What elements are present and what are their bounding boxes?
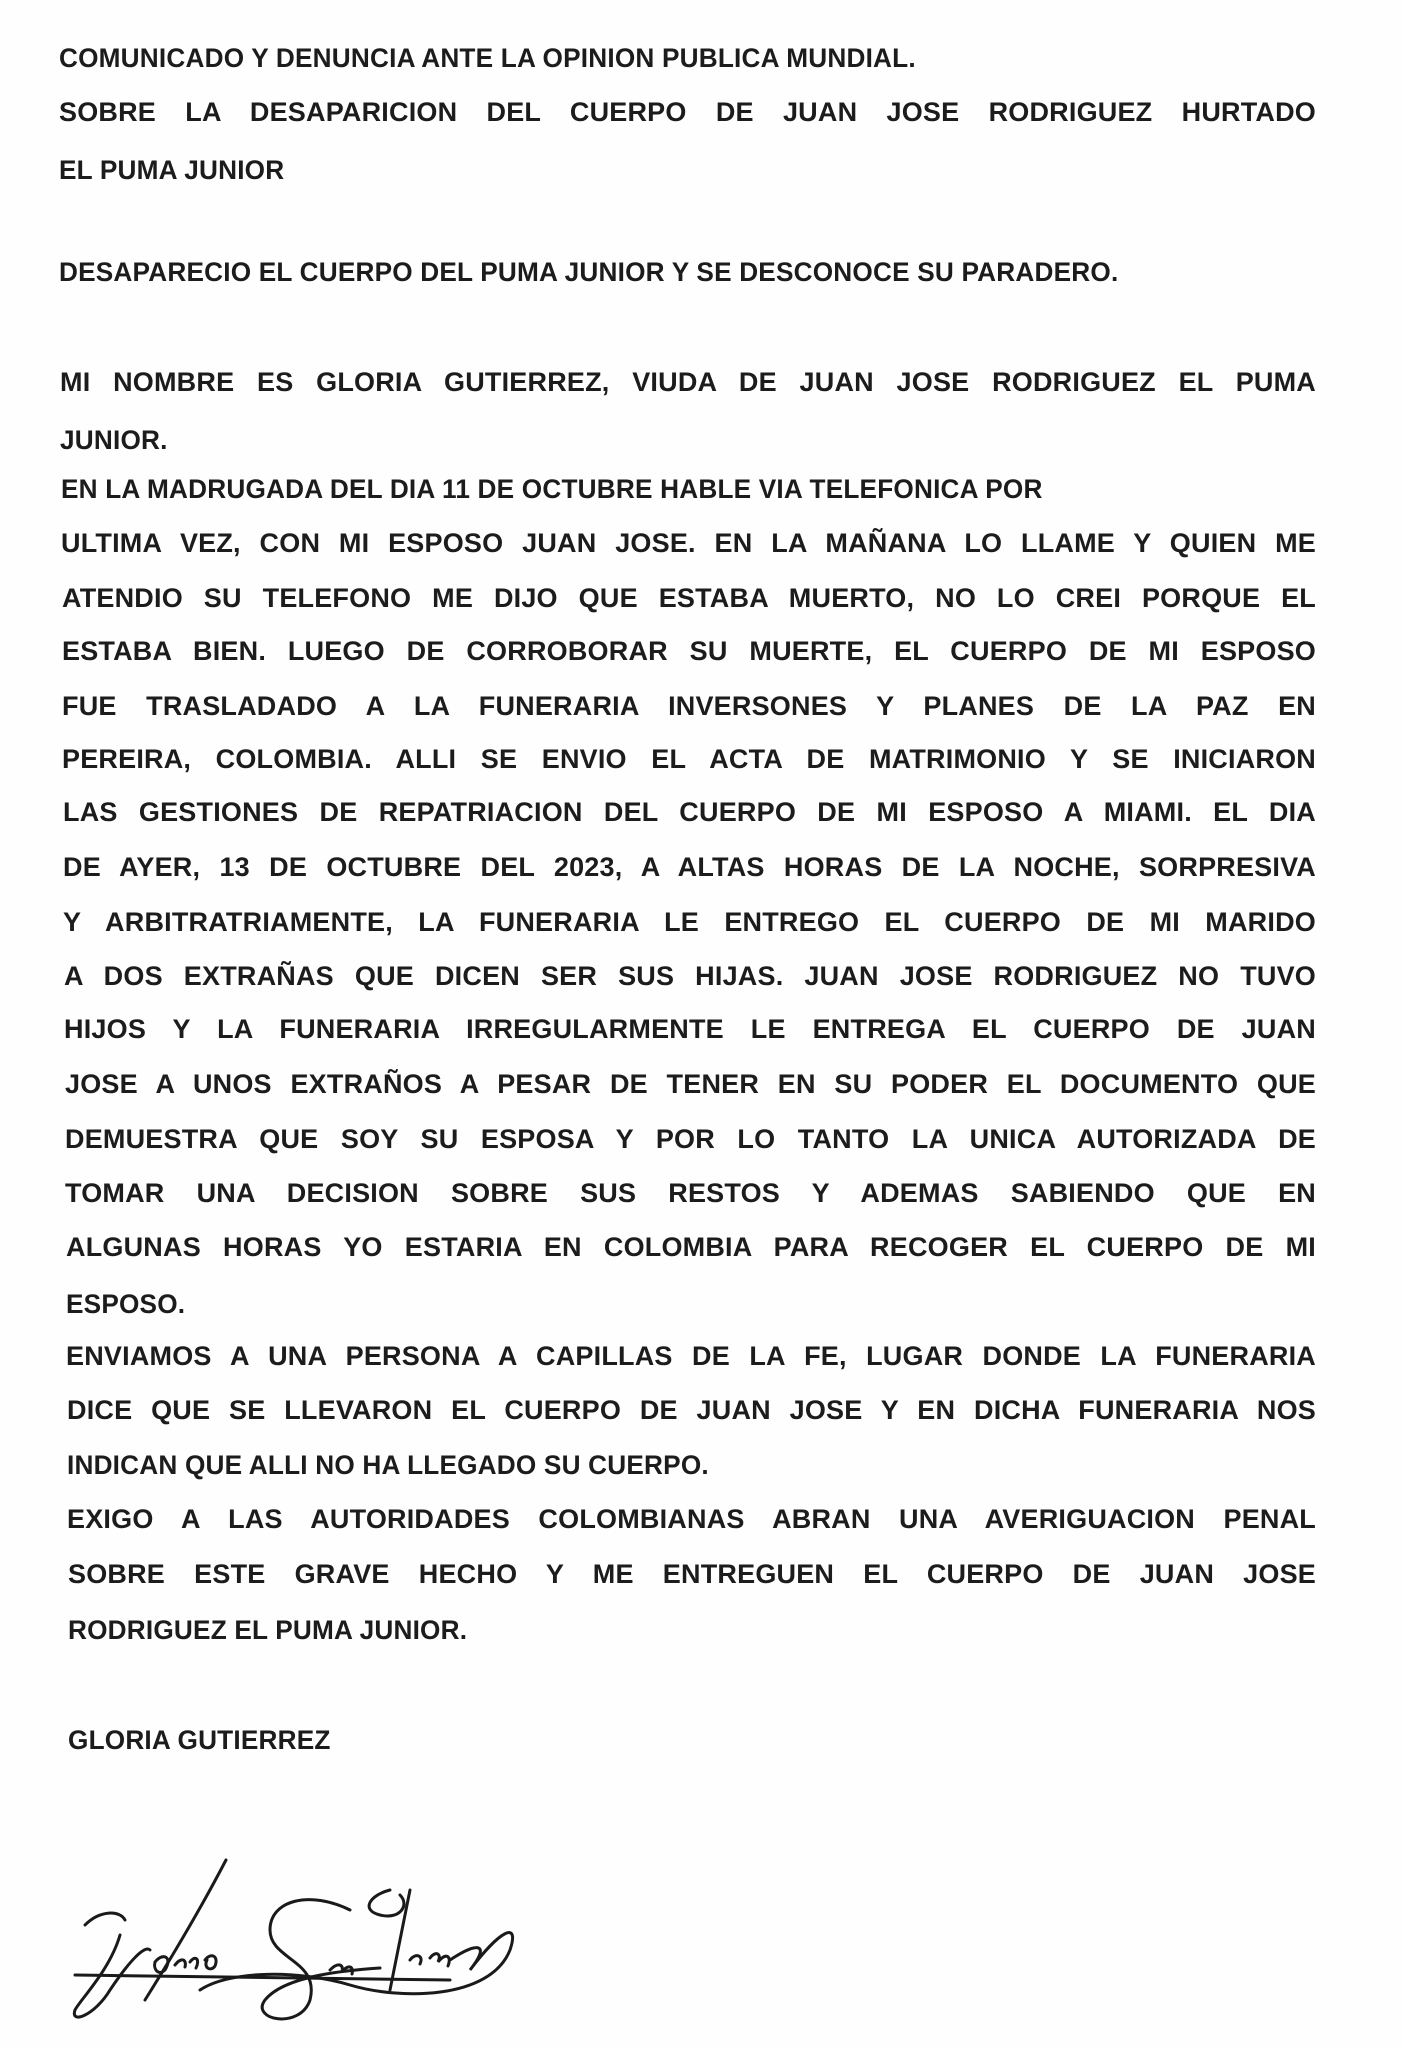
text-line: JOSE A UNOS EXTRAÑOS A PESAR DE TENER EN SU PODER EL DOCUMENTO QUE [65, 1069, 1316, 1099]
text-line: RODRIGUEZ EL PUMA JUNIOR. [68, 1615, 468, 1645]
handwritten-signature [50, 1850, 650, 2030]
text-line: SOBRE ESTE GRAVE HECHO Y ME ENTREGUEN EL CUERPO DE JUAN JOSE [68, 1559, 1316, 1589]
text-line: DE AYER, 13 DE OCTUBRE DEL 2023, A ALTAS HORAS DE LA NOCHE, SORPRESIVA [63, 852, 1316, 882]
text-line: A DOS EXTRAÑAS QUE DICEN SER SUS HIJAS. JUAN JOSE RODRIGUEZ NO TUVO [64, 961, 1316, 991]
text-line: HIJOS Y LA FUNERARIA IRREGULARMENTE LE ENTREGA EL CUERPO DE JUAN [64, 1014, 1316, 1044]
text-line: MI NOMBRE ES GLORIA GUTIERREZ, VIUDA DE JUAN JOSE RODRIGUEZ EL PUMA [60, 367, 1316, 397]
text-line: EXIGO A LAS AUTORIDADES COLOMBIANAS ABRAN UNA AVERIGUACION PENAL [67, 1504, 1316, 1534]
text-line: EN LA MADRUGADA DEL DIA 11 DE OCTUBRE HABLE VIA TELEFONICA POR [61, 474, 1043, 504]
text-line: TOMAR UNA DECISION SOBRE SUS RESTOS Y ADEMAS SABIENDO QUE EN [65, 1178, 1316, 1208]
signer-name: GLORIA GUTIERREZ [68, 1725, 331, 1755]
text-line: ALGUNAS HORAS YO ESTARIA EN COLOMBIA PARA RECOGER EL CUERPO DE MI [66, 1232, 1316, 1262]
text-line: ESPOSO. [66, 1289, 186, 1319]
text-line: Y ARBITRATRIAMENTE, LA FUNERARIA LE ENTREGO EL CUERPO DE MI MARIDO [63, 907, 1316, 937]
text-line: PEREIRA, COLOMBIA. ALLI SE ENVIO EL ACTA DE MATRIMONIO Y SE INICIARON [62, 744, 1316, 774]
text-line: INDICAN QUE ALLI NO HA LLEGADO SU CUERPO. [67, 1450, 709, 1480]
text-line: ATENDIO SU TELEFONO ME DIJO QUE ESTABA MUERTO, NO LO CREI PORQUE EL [62, 583, 1316, 613]
text-line: ESTABA BIEN. LUEGO DE CORROBORAR SU MUERTE, EL CUERPO DE MI ESPOSO [62, 636, 1316, 666]
text-line: LAS GESTIONES DE REPATRIACION DEL CUERPO DE MI ESPOSO A MIAMI. EL DIA [63, 797, 1316, 827]
text-line: JUNIOR. [60, 425, 168, 455]
text-line: COMUNICADO Y DENUNCIA ANTE LA OPINION PUBLICA MUNDIAL. [59, 43, 916, 73]
text-line: FUE TRASLADADO A LA FUNERARIA INVERSONES Y PLANES DE LA PAZ EN [62, 691, 1316, 721]
text-line: EL PUMA JUNIOR [59, 155, 285, 185]
text-line: ENVIAMOS A UNA PERSONA A CAPILLAS DE LA FE, LUGAR DONDE LA FUNERARIA [66, 1341, 1316, 1371]
text-line: ULTIMA VEZ, CON MI ESPOSO JUAN JOSE. EN LA MAÑANA LO LLAME Y QUIEN ME [61, 528, 1316, 558]
text-line: DEMUESTRA QUE SOY SU ESPOSA Y POR LO TANTO LA UNICA AUTORIZADA DE [65, 1124, 1316, 1154]
text-line: DESAPARECIO EL CUERPO DEL PUMA JUNIOR Y SE DESCONOCE SU PARADERO. [59, 257, 1119, 287]
text-line: DICE QUE SE LLEVARON EL CUERPO DE JUAN JOSE Y EN DICHA FUNERARIA NOS [67, 1395, 1316, 1425]
text-line: SOBRE LA DESAPARICION DEL CUERPO DE JUAN JOSE RODRIGUEZ HURTADO [59, 97, 1316, 127]
